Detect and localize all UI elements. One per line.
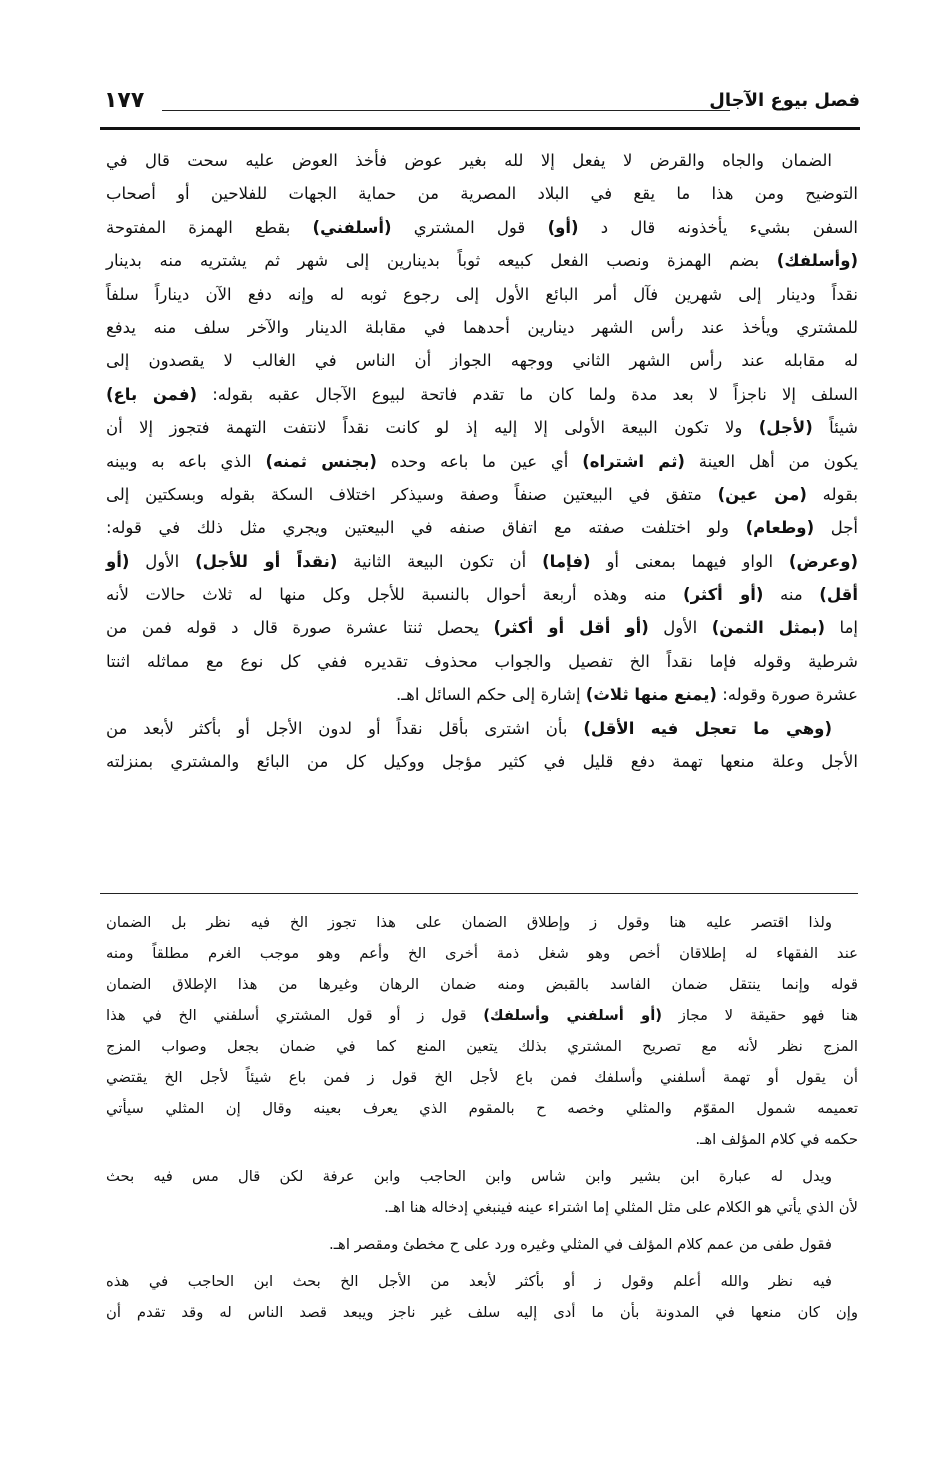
text-segment: الأول xyxy=(129,551,196,571)
bold-matn-quote: (من عين) xyxy=(717,484,807,504)
footnote-separator xyxy=(100,893,858,894)
text-line xyxy=(106,211,858,244)
text-segment: السلف إلا ناجزاً لا بعد مدة ولما كان ما تقدم فاتحة لبيوع الآجال عقبه بقوله: xyxy=(197,384,858,404)
text-segment: أن يقول أو تهمة أسلفني وأسلفك فمن باع لأجل الخ قول ز فمن باع شيئاً لأجل الخ يقتضي xyxy=(106,1069,858,1086)
bold-matn-quote: (وطعام) xyxy=(745,518,815,538)
text-segment: بضم الهمزة ونصب الفعل كبيعه ثوباً بدينارين إلى شهر ثم يشتريه منه بدينار xyxy=(106,251,777,271)
text-segment: منه وهذه أربعة أحوال بالنسبة للأجل وكل منها له ثلاث حالات لأنه xyxy=(106,585,684,605)
text-line xyxy=(106,712,858,745)
bold-matn-quote: (ثم اشتراه) xyxy=(582,451,685,471)
text-segment: عشرة صورة وقوله: xyxy=(716,685,858,705)
text-line xyxy=(106,645,858,678)
bold-matn-quote: (وعرض) xyxy=(788,551,858,571)
notes-paragraph xyxy=(106,1229,858,1260)
text-segment: إشارة إلى حكم السائل اهـ. xyxy=(396,685,586,705)
text-line xyxy=(106,1124,858,1155)
text-segment: يحصل ثنتا عشرة صورة قال د قوله فمن من xyxy=(106,618,494,638)
text-line xyxy=(106,1000,858,1031)
text-line xyxy=(106,278,858,311)
text-line xyxy=(106,244,858,277)
text-segment: قوله وإنما ينتقل ضمان الفاسد بالقبض ومنه ضمان الرهان وغيرها من هذا الإطلاق الضمان xyxy=(106,976,858,993)
text-line xyxy=(106,1266,858,1297)
bold-matn-quote: (أو xyxy=(106,551,130,571)
text-segment: عند الفقهاء له إطلاقان أخص وهو شغل ذمة أخرى الخ وأعم وهو موجب الغرم مطلقاً ومنه xyxy=(106,945,858,962)
main-text xyxy=(106,144,858,778)
text-segment: بقوله xyxy=(806,484,858,504)
bold-matn-quote: (أسلفني) xyxy=(312,217,392,237)
text-segment: فقول طفى من عمم كلام المؤلف في المثلي وغيره ورد على ح مخطئ ومقصر اهـ. xyxy=(329,1236,832,1253)
bold-matn-quote: (لأجل) xyxy=(758,418,813,438)
text-segment: شرطية وقوله فإما نقداً الخ تفصيل والجواب محذوف تقديره ففي كل نوع مع مماثله اثنتا xyxy=(106,651,858,671)
text-segment: إما xyxy=(825,618,858,638)
text-line xyxy=(106,478,858,511)
text-line xyxy=(106,611,858,644)
header-divider xyxy=(100,127,860,130)
notes-paragraph xyxy=(106,1161,858,1223)
bold-matn-quote: (أو أكثر) xyxy=(683,585,764,605)
text-line xyxy=(106,969,858,1000)
text-segment: ويدل له عبارة ابن بشير وابن شاس وابن الحاجب وابن عرفة لكن قال مس فيه بحث xyxy=(106,1168,832,1185)
text-line xyxy=(106,177,858,210)
running-title: فصل بيوع الآجال xyxy=(709,90,860,111)
bold-matn-quote: (أو أسلفني وأسلفك) xyxy=(483,1007,663,1024)
text-segment: الذي باعه به وبينه xyxy=(106,451,266,471)
text-segment: منه xyxy=(763,585,820,605)
bold-matn-quote: (بمثل الثمن) xyxy=(711,618,826,638)
main-paragraph xyxy=(106,144,858,712)
text-line xyxy=(106,344,858,377)
text-segment: هنا فهو حقيقة لا مجاز xyxy=(662,1007,858,1024)
text-segment: وإن كان منعها في المدونة بأن ما أدى إليه سلف غير ناجز ويبعد قصد الناس له وقد تقدم أن xyxy=(106,1304,858,1321)
text-line xyxy=(106,311,858,344)
text-segment: بقطع الهمزة المفتوحة xyxy=(106,217,313,237)
text-segment: الضمان والجاه والقرض لا يفعل إلا لله بغير عوض فأخذ العوض عليه سحت قال في xyxy=(106,151,832,170)
text-line xyxy=(106,1229,858,1260)
text-segment: يكون من أهل العينة xyxy=(684,451,858,471)
text-segment: قول المشتري xyxy=(391,217,548,237)
text-segment: ولو اختلفت صفته مع اتفاق صنفه في البيعتين ويجري مثل ذلك في قوله: xyxy=(106,518,746,538)
text-segment: الأول xyxy=(648,618,712,638)
text-line xyxy=(106,938,858,969)
text-segment: متفق في البيعتين صنفاً وصفة وسيذكر اختلاف السكة بقوله وبسكتين إلى xyxy=(106,484,718,504)
text-line xyxy=(106,411,858,444)
bold-matn-quote: أقل) xyxy=(819,585,859,605)
bold-matn-quote: (بجنس ثمنه) xyxy=(265,451,377,471)
bold-matn-quote: (أو أقل أو أكثر) xyxy=(493,618,649,638)
text-line xyxy=(106,445,858,478)
text-segment: أجل xyxy=(814,518,859,538)
text-segment: تعميمه شمول المقوّم والمثلي وخصه ح بالمقوم الذي يعرف بعينه وقال إن المثلي سيأتي xyxy=(106,1100,858,1117)
text-segment: قول ز أو قول المشتري أسلفني الخ في هذا xyxy=(106,1007,484,1024)
text-segment: الأجل وعلة منعها تهمة دفع قليل في كثير مؤجل ووكيل كل من البائع والمشتري بمنزلته xyxy=(106,752,858,772)
bold-matn-quote: (نقداً أو للأجل) xyxy=(195,551,338,571)
text-segment: ولذا اقتصر عليه هنا وقول ز وإطلاق الضمان على هذا تجوز الخ فيه نظر بل الضمان xyxy=(106,914,832,931)
text-segment: لأن الذي يأتي هو الكلام على مثل المثلي إما اشتراء عينه فينبغي إدخاله هنا اهـ. xyxy=(384,1199,858,1216)
bold-matn-quote: (أو) xyxy=(547,217,579,237)
text-line xyxy=(106,1093,858,1124)
text-line xyxy=(106,907,858,938)
main-paragraph xyxy=(106,712,858,779)
header-rule xyxy=(162,110,730,111)
text-segment: حكمه في كلام المؤلف اهـ. xyxy=(695,1131,858,1148)
text-segment: ولا تكون البيعة الأولى إلا إليه إذ لو كانت نقداً لانتفت التهمة فتجوز إلا أن xyxy=(106,418,759,438)
text-line xyxy=(106,378,858,411)
text-line xyxy=(106,1161,858,1192)
notes-paragraph xyxy=(106,1266,858,1328)
text-line xyxy=(106,511,858,544)
text-segment: للمشتري ويأخذ عند رأس الشهر دينارين أحدهما في مقابلة الدينار والآخر سلف منه يدفع xyxy=(106,317,858,337)
text-line xyxy=(106,578,858,611)
text-segment: أي عين ما باعه وحده xyxy=(376,451,583,471)
notes-paragraph xyxy=(106,907,858,1155)
text-segment: له مقابله عند رأس الشهر الثاني ووجهه الجواز أن الناس في الغالب لا يقصدون إلى xyxy=(106,351,858,371)
text-segment: المزج نظر لأنه مع تصريح المشتري بذلك يتعين المنع كما في ضمان بجعل وصواب المزج xyxy=(106,1038,858,1055)
bold-matn-quote: (وهي ما تعجل فيه الأقل) xyxy=(583,718,832,738)
bold-matn-quote: (فمن باع) xyxy=(106,384,198,404)
text-segment: التوضيح ومن هذا ما يقع في البلاد المصرية من حماية الجهات للفلاحين أو أصحاب xyxy=(106,184,858,204)
text-segment: فيه نظر والله أعلم وقول ز أو بأكثر لأبعد من الأجل الخ بحث ابن الحاجب في هذه xyxy=(106,1273,832,1290)
text-line xyxy=(106,1297,858,1328)
page-header xyxy=(100,88,860,118)
text-segment: نقداً ودينار إلى شهرين فآل أمر البائع الأول إلى رجوع ثوبه له وإنه دفع الآن ديناراً سلفاً xyxy=(106,284,858,304)
text-line xyxy=(106,1192,858,1223)
bold-matn-quote: (فإما) xyxy=(542,551,591,571)
text-line xyxy=(106,144,858,177)
page-number: ١٧٧ xyxy=(104,88,145,113)
commentary-notes xyxy=(106,907,858,1328)
text-segment: بأن اشترى بأقل نقداً أو لدون الأجل أو بأكثر لأبعد من xyxy=(106,718,584,738)
text-line xyxy=(106,545,858,578)
text-line xyxy=(106,678,858,711)
text-line xyxy=(106,1062,858,1093)
text-segment: أن تكون البيعة الثانية xyxy=(337,551,543,571)
bold-matn-quote: (يمنع منها ثلاث) xyxy=(585,685,717,705)
bold-matn-quote: (وأسلفك) xyxy=(776,251,858,271)
text-line xyxy=(106,1031,858,1062)
text-segment: الواو فيهما بمعنى أو xyxy=(590,551,789,571)
text-line xyxy=(106,745,858,778)
text-segment: شيئاً xyxy=(812,418,858,438)
text-segment: السفن بشيء يأخذونه قال د xyxy=(578,217,858,237)
